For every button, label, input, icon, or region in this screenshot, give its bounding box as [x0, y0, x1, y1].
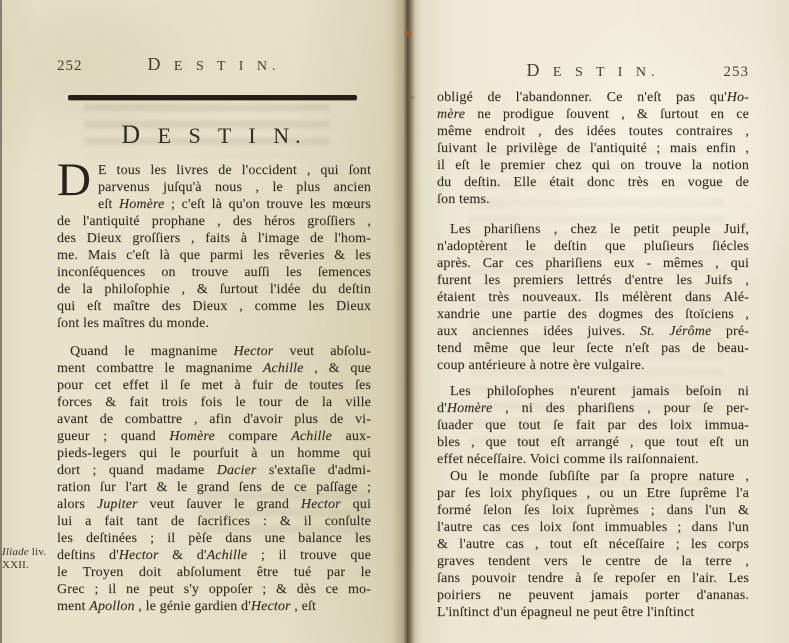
text-line: le Troyen doit abſolument être tué par le [57, 565, 371, 580]
page-right [409, 0, 789, 643]
text-line: Grec ; il ne peut s'y oppoſer ; & dès ce mo- [57, 582, 371, 597]
page-number: 252 [57, 58, 83, 74]
text-line: il eſt le premier chez qui on trouve la notion [437, 158, 749, 173]
text-line: XXII. [2, 559, 29, 571]
text-line: graves tendent vers le centre de la terre , [437, 554, 749, 569]
text-line: Iliade liv. [2, 546, 47, 558]
text-line: L'inſtinct d'un épagneul ne peut être l'inſtinct [437, 605, 695, 620]
paragraph [57, 343, 371, 615]
text-line: xandrie une partie des dogmes des ſtoïciens , [437, 307, 749, 322]
text-line: pieds-legers qui le pourſuit à un homme qui [57, 446, 371, 461]
text-line: & l'autre cas , tout eſt néceſſaire ; les corps [437, 537, 749, 552]
text-line: de l'antiquité prophane , des héros groſſiers , [57, 214, 371, 229]
foxing-spot [411, 96, 414, 99]
page-header [437, 60, 749, 81]
text-line: mère ne prodigue ſouvent , & ſurtout en ce [437, 107, 749, 122]
text-line: parvenus juſqu'à nous , le plus ancien [97, 180, 371, 195]
paragraph [57, 154, 371, 332]
paragraph [437, 383, 749, 468]
text-line: alors Jupiter veut ſauver le grand Hector qui [57, 497, 371, 512]
text-line: aux anciennes idées juives. St. Jérôme pré- [437, 324, 749, 339]
section-title: D E S T I N. [121, 120, 307, 149]
page-header [57, 54, 371, 75]
drop-cap-letter: D [57, 154, 91, 206]
text-line: inconſéquences on trouve auſſi les ſemences [57, 265, 371, 280]
text-line: bles , que tout eſt arrangé , que tout eſt un [437, 435, 749, 450]
text-line: ſans pouvoir tendre à ſe repoſer en l'air. Les [437, 571, 749, 586]
text-line: formé ſelon ſes loix ſuprèmes ; dans l'un & [437, 503, 749, 518]
text-line: Les philoſophes n'eurent jamais beſoin ni [450, 384, 749, 399]
text-line: E tous les livres de l'occident , qui ſont [97, 163, 371, 178]
paragraph [437, 468, 749, 621]
text-line: de la philoſophie , & ſurtout l'idée du deſtin [57, 282, 371, 297]
scan-edge [0, 0, 2, 643]
paragraph-lines [57, 154, 371, 332]
text-line: pour cet effet il ſe met à fuir de toutes ſes [57, 378, 371, 393]
text-line: après. Car ces phariſiens eux - mêmes , qui [437, 256, 749, 271]
text-line: ſon tems. [437, 192, 490, 207]
text-line: deſtins d'Hector & d'Achille ; il trouve que [57, 548, 371, 563]
page-number: 253 [723, 64, 749, 80]
text-column-left [57, 154, 371, 615]
text-line: l'autre cas ces loix ſont immuables ; dans l'un [437, 520, 749, 535]
margin-note-citation [2, 546, 57, 572]
text-line: qui eſt maître des Dieux , comme les Dieux [57, 299, 371, 314]
text-line: ment combattre le magnanime Achille , & que [57, 361, 371, 376]
text-line: effet néceſſaire. Voici comme ils raiſonnaient. [437, 452, 699, 467]
text-line: même endroit , des idées toutes contraires , [437, 124, 749, 139]
text-line: tend même que leur ſecte n'eſt pas de beau- [437, 341, 749, 356]
text-line: étaient très nouveaux. Ils mélèrent dans Alé- [437, 290, 749, 305]
text-line: du deſtin. Elle était donc très en vogue de [437, 175, 749, 190]
text-line: par ſes loix phyſiques , ou un Etre ſuprême l'a [437, 486, 749, 501]
text-line: ſuader que tout ſe fait par des loix immua- [437, 418, 749, 433]
foxing-spot [405, 30, 411, 36]
section-rule [68, 95, 357, 100]
text-column-right [437, 89, 749, 621]
text-line: d'Homère , ni des phariſiens , pour ſe per- [437, 401, 749, 416]
text-line: Ou le monde ſubſiſte par ſa propre nature , [450, 469, 749, 484]
text-line: dort ; quand madame Dacier s'extaſie d'admi- [57, 463, 371, 478]
running-title: D E S T I N. [147, 54, 281, 74]
text-line: Quand le magnanime Hector veut abſolu- [70, 344, 371, 359]
text-line: ſont les maîtres du monde. [57, 316, 210, 331]
text-line: gueur ; quand Homère compare Achille aux- [57, 429, 371, 444]
text-line: Les phariſiens , chez le petit peuple Juif, [450, 222, 749, 237]
text-line: ration ſur l'art & le grand ſens de ce paſſage ; [57, 480, 371, 495]
text-line: avant de combattre , afin d'avoir plus de vi- [57, 412, 371, 427]
text-line: les deſtinées ; il pèſe dans une balance les [57, 531, 371, 546]
text-line: des Dieux groſſiers , faits à l'image de l'hom- [57, 231, 371, 246]
running-title: D E S T I N. [526, 60, 660, 80]
text-line: furent les premiers lettrés d'entre les Juifs , [437, 273, 749, 288]
paragraph [437, 221, 749, 374]
text-line: ſuivant le privilège de l'antiquité ; mais enfin , [437, 141, 749, 156]
text-line: me. Mais c'eſt là que parmi les rêveries & les [57, 248, 371, 263]
text-line: forces & fait trois fois le tour de la ville [57, 395, 371, 410]
text-line: eſt Homère ; c'eſt là qu'on trouve les mœurs [97, 197, 371, 212]
text-line: coup antérieure à notre ère vulgaire. [437, 358, 645, 373]
text-line: lui a fait tant de ſacrifices : & il conſulte [57, 514, 371, 529]
text-line: obligé de l'abandonner. Ce n'eſt pas qu'Ho- [437, 90, 749, 105]
text-line: ment Apollon , le génie gardien d'Hector , eſt [57, 599, 317, 614]
paragraph [437, 89, 749, 208]
text-line: poiriers ne peuvent jamais porter d'ananas. [437, 588, 749, 603]
text-line: n'adoptèrent le deſtin que pluſieurs ſiécles [437, 239, 749, 254]
